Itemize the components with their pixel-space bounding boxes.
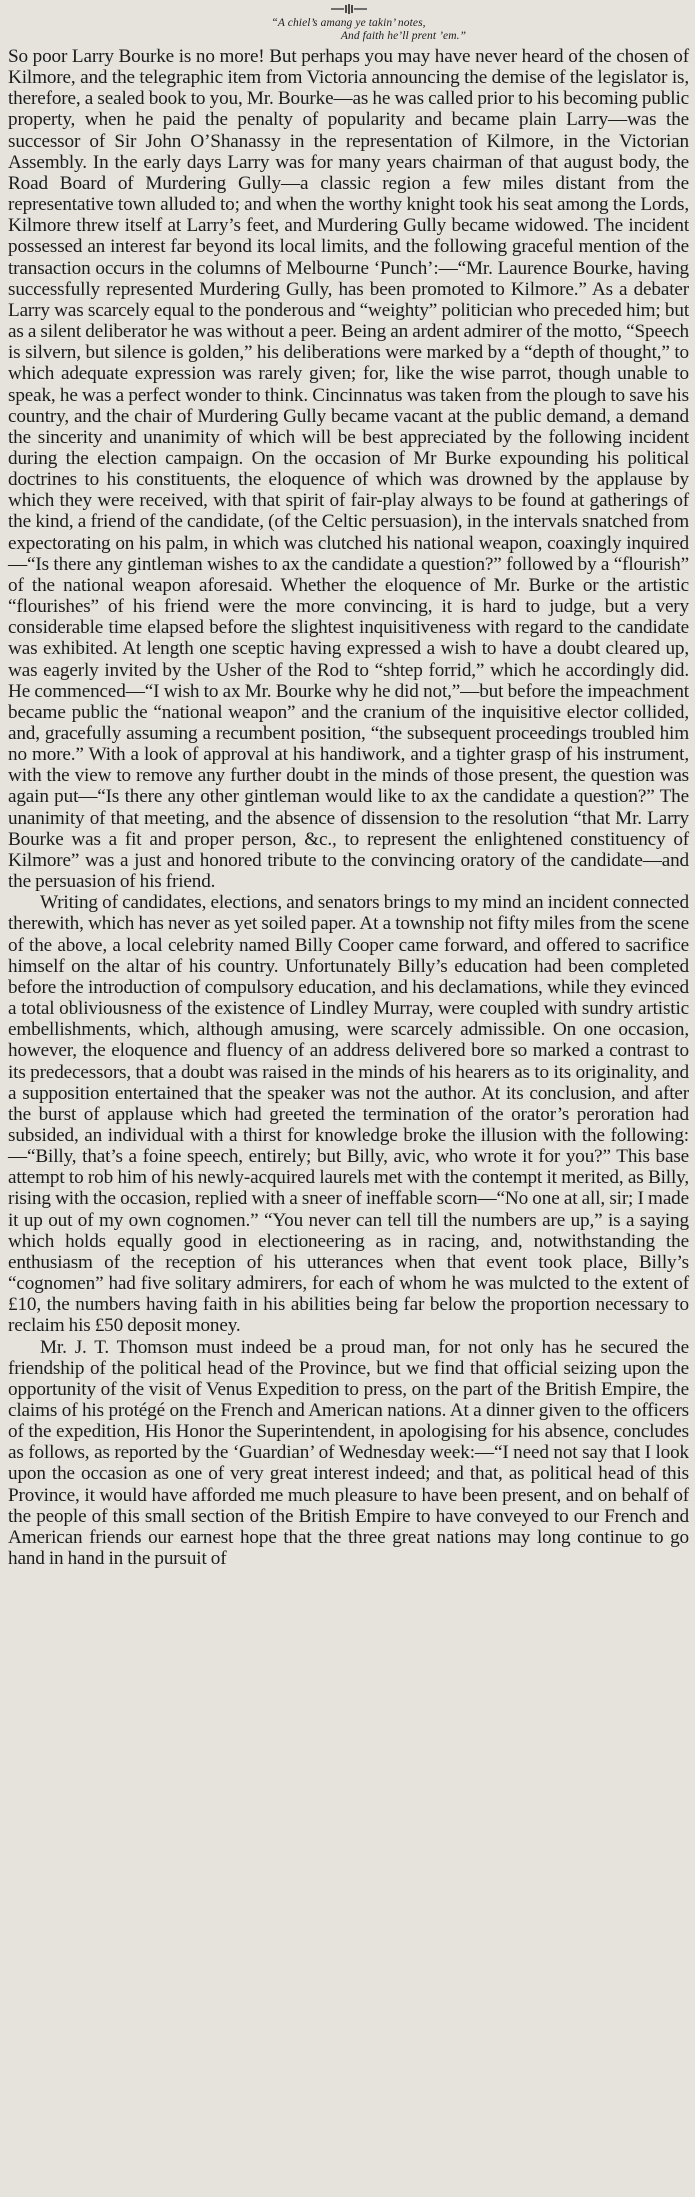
article-paragraph-3: Mr. J. T. Thomson must indeed be a proud man, for not only has he secured the friendship of the political head of the Province, but we find that official seizing upon the opportunity of the visit of Venus Expedition to press, on the part of the British Empire, the claims of his protégé on the French and American nations. At a dinner given to the officers of the expedition, His Honor the Superintendent, in apologising for his absence, concludes as follows, as reported by the ‘Guardian’ of Wednesday week:—“I need not say that I look upon the occasion as one of very great interest indeed; and that, as political head of this Province, it would have afforded me much pleasure to have been present, and on behalf of the people of this small section of the British Empire to have conveyed to our French and American friends our earnest hope that the three great nations may long continue to go hand in hand in the pursuit of [8,1336,689,1570]
article-paragraph-2: Writing of candidates, elections, and senators brings to my mind an incident connected therewith, which has never as yet soiled paper. At a township not fifty miles from the scene of the above, a local celebrity named Billy Cooper came forward, and offered to sacrifice himself on the altar of his country. Unfortunately Billy’s education had been completed before the introduction of compulsory education, and his declamations, while they evinced a total obliviousness of the existence of Lindley Murray, were coupled with sundry artistic embellishments, which, although amusing, were scarcely admissible. On one occasion, however, the eloquence and fluency of an address delivered bore so marked a contrast to its predecessors, that a doubt was raised in the minds of his hearers as to its originality, and a supposition entertained that the speaker was not the author. At its conclusion, and after the burst of applause which had greeted the termination of the orator’s peroration had subsided, an individual with a thirst for knowledge broke the illusion with the following:—“Billy, that’s a foine speech, entirely; but Billy, avic, who wrote it for you?” This base attempt to rob him of his newly-acquired laurels met with the contempt it merited, as Billy, rising with the occasion, replied with a sneer of ineffable scorn—“No one at all, sir; I made it up out of my own cognomen.” “You never can tell till the numbers are up,” is a saying which holds equally good in electioneering as in racing, and, notwithstanding the enthusiasm of the reception of his utterances when that event took place, Billy’s “cognomen” had five solitary admirers, for each of whom he was mulcted to the extent of £10, the numbers having faith in his abilities being far below the proportion necessary to reclaim his £50 deposit money. [8,892,689,1337]
motto-line-1: “A chiel’s amang ye takin’ notes, [271,17,426,29]
header-ornament-icon [8,2,689,16]
column-motto [8,17,689,43]
article-paragraph-1: So poor Larry Bourke is no more! But perhaps you may have never heard of the chosen of Kilmore, and the telegraphic item from Victoria announcing the demise of the legislator is, therefore, a sealed book to you, Mr. Bourke—as he was called prior to his becoming public property, when he paid the penalty of popularity and became plain Larry—was the successor of Sir John O’Shanassy in the representation of Kilmore, in the Victorian Assembly. In the early days Larry was for many years chairman of that august body, the Road Board of Murdering Gully—a classic region a few miles distant from the representative town alluded to; and when the worthy knight took his seat among the Lords, Kilmore threw itself at Larry’s feet, and Murdering Gully became widowed. The incident possessed an interest far beyond its local limits, and the following graceful mention of the transaction occurs in the columns of Melbourne ‘Punch’:—“Mr. Laurence Bourke, having successfully represented Murdering Gully, has been promoted to Kilmore.” As a debater Larry was scarcely equal to the ponderous and “weighty” politician who preceded him; but as a silent deliberator he was without a peer. Being an ardent admirer of the motto, “Speech is silvern, but silence is golden,” his deliberations were marked by a “depth of thought,” to which adequate expression was rarely given; for, like the wise parrot, though unable to speak, he was a perfect wonder to think. Cincinnatus was taken from the plough to save his country, and the chair of Murdering Gully became vacant at the public demand, a demand the sincerity and unanimity of which will be best appreciated by the following incident during the election campaign. On the occasion of Mr Burke expounding his political doctrines to his constituents, the eloquence of which was drowned by the applause by which they were received, with that spirit of fair-play always to be found at gatherings of the kind, a friend of the candidate, (of the Celtic persuasion), in the intervals snatched from expectorating on his palm, in which was clutched his national weapon, coaxingly inquired—“Is there any gintleman wishes to ax the candidate a question?” followed by a “flourish” of the national weapon aforesaid. Whether the eloquence of Mr. Burke or the artistic “flourishes” of his friend were the more convincing, it is hard to judge, but a very considerable time elapsed before the slightest inquisitiveness with regard to the candidate was exhibited. At length one sceptic having expressed a wish to have a doubt cleared up, was eagerly invited by the Usher of the Rod to “shtep forrid,” which he accordingly did. He commenced—“I wish to ax Mr. Bourke why he did not,”—but before the impeachment became public the “national weapon” and the cranium of the inquisitive elector collided, and, gracefully assuming a recumbent position, “the subsequent proceedings troubled him no more.” With a look of approval at his handiwork, and a tighter grasp of his instrument, with the view to remove any further doubt in the minds of those present, the question was again put—“Is there any other gintleman would like to ax the candidate a question?” The unanimity of that meeting, and the absence of dissension to the resolution “that Mr. Larry Bourke was a fit and proper person, &c., to represent the enlightened constituency of Kilmore” was a just and honored tribute to the convincing oratory of the candidate—and the persuasion of his friend. [8,46,689,893]
motto-line-2: And faith he’ll prent ’em.” [340,30,467,42]
